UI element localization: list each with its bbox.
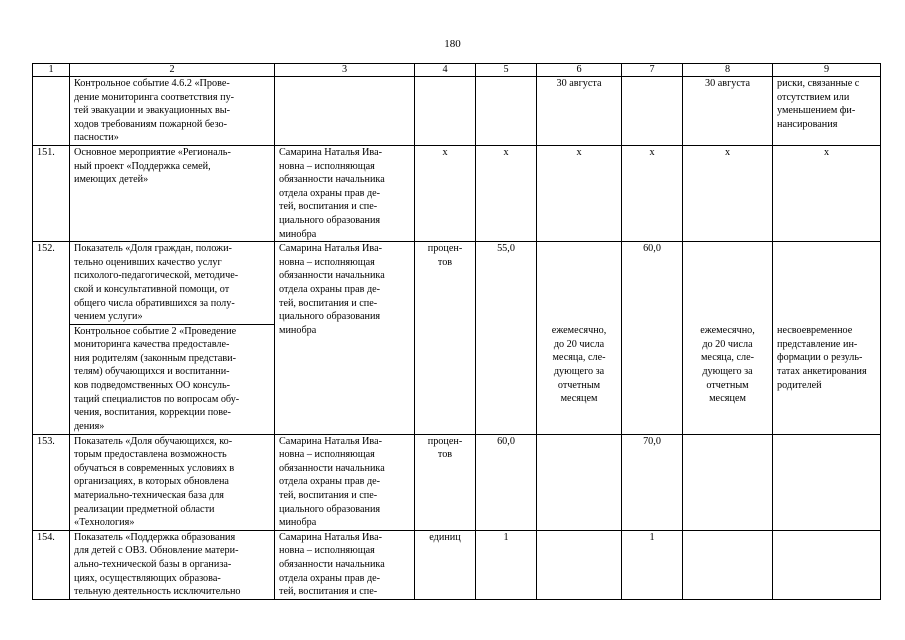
column-header: 5 (476, 64, 537, 77)
target-value-cell: 60,0 (622, 242, 683, 435)
column-header: 9 (773, 64, 881, 77)
unit-cell: единиц (415, 530, 476, 599)
column-header: 2 (70, 64, 275, 77)
unit-cell: х (415, 145, 476, 241)
responsible-cell: Самарина Наталья Ива- новна – исполняющая обязанности начальника отдела охраны прав де- тей, воспитания и спе- циального образования минобра (279, 146, 385, 240)
risk-cell: риски, связанные с отсутствием или уменьшением фи- нансирования (777, 78, 860, 130)
table-row (33, 242, 881, 325)
column-header: 7 (622, 64, 683, 77)
row-number: 152. (33, 242, 70, 435)
base-value-cell (476, 77, 537, 146)
deadline-cell: х (683, 145, 773, 241)
deadline-cell (537, 242, 622, 325)
column-header: 8 (683, 64, 773, 77)
risk-cell: х (773, 145, 881, 241)
table-row (33, 434, 881, 530)
responsible-cell: Самарина Наталья Ива- новна – исполняющая обязанности начальника отдела охраны прав де- тей, воспитания и спе- (279, 531, 385, 598)
responsible-cell: Самарина Наталья Ива- новна – исполняющая обязанности начальника отдела охраны прав де- тей, воспитания и спе- циального образования минобра (279, 435, 385, 529)
page-number: 180 (444, 38, 461, 50)
deadline-cell: ежемесячно, до 20 числа месяца, сле- дующего за отчетным месяцем (700, 325, 755, 405)
row-number: 154. (33, 530, 70, 599)
row-description: Показатель «Доля обучающихся, ко- торым предоставлена возможность обучаться в современных условиях в организациях, в которых обновлена материально-техническая база для реализации предметной области «Технология» (74, 435, 235, 529)
column-header: 1 (33, 64, 70, 77)
deadline-cell: 30 августа (556, 78, 602, 89)
base-value-cell: 60,0 (476, 434, 537, 530)
deadline-cell (683, 434, 773, 530)
base-value-cell: 55,0 (476, 242, 537, 435)
risk-cell (773, 434, 881, 530)
risk-cell (773, 530, 881, 599)
target-value-cell (622, 77, 683, 146)
row-description: Показатель «Доля граждан, положи- тельно оценивших качество услуг психолого-педагогической, методиче- ской и консультативной помощи, от общего числа обратившихся за полу- чением услуги» (74, 243, 239, 323)
row-description: Контрольное событие 4.6.2 «Прове- дение мониторинга соответствия пу- тей эвакуации и эвакуационных вы- ходов требованиям пожарной безо- пасности» (74, 78, 235, 144)
table-row (33, 145, 881, 241)
base-value-cell: х (476, 145, 537, 241)
column-header: 4 (415, 64, 476, 77)
base-value-cell: 1 (476, 530, 537, 599)
target-value-cell: 1 (622, 530, 683, 599)
unit-cell: процен- тов (427, 243, 463, 268)
table-row (33, 530, 881, 599)
deadline-cell (683, 530, 773, 599)
responsible-cell: Самарина Наталья Ива- новна – исполняющая обязанности начальника отдела охраны прав де- тей, воспитания и спе- циального образования минобра (279, 243, 385, 336)
row-description: Основное мероприятие «Региональ- ный проект «Поддержка семей, имеющих детей» (74, 146, 231, 186)
deadline-cell: 30 августа (705, 78, 750, 89)
deadline-cell (683, 242, 773, 325)
row-number (33, 77, 70, 146)
row-description: Контрольное событие 2 «Проведение мониторинга качества предоставле- ния родителям (законным представи- телям) обучающихся и воспитанни- ков подведомственных ОО консуль- таций специалистов по вопросам обу- чения, воспитания, коррекции пове- дения» (74, 325, 240, 432)
row-number: 153. (33, 434, 70, 530)
deadline-cell: ежемесячно, до 20 числа месяца, сле- дующего за отчетным месяцем (551, 325, 607, 405)
target-value-cell: 70,0 (622, 434, 683, 530)
responsible-cell (275, 77, 415, 146)
risk-cell (773, 242, 881, 325)
column-header-row (33, 64, 881, 77)
deadline-cell (537, 530, 622, 599)
column-header: 3 (275, 64, 415, 77)
risk-cell: несвоевременное представление ин- формации о резуль- татах анкетирования родителей (777, 325, 867, 391)
deadline-cell (537, 434, 622, 530)
unit-cell (415, 77, 476, 146)
column-header: 6 (537, 64, 622, 77)
deadline-cell: х (537, 145, 622, 241)
row-description: Показатель «Поддержка образования для детей с ОВЗ. Обновление матери- ально-технической базы в организа- циях, осуществляющих образова- тельную деятельность исключительно (74, 531, 241, 598)
unit-cell: процен- тов (427, 435, 463, 461)
table-row (33, 77, 881, 146)
target-value-cell: х (622, 145, 683, 241)
row-number: 151. (33, 145, 70, 241)
activities-table (32, 63, 881, 600)
